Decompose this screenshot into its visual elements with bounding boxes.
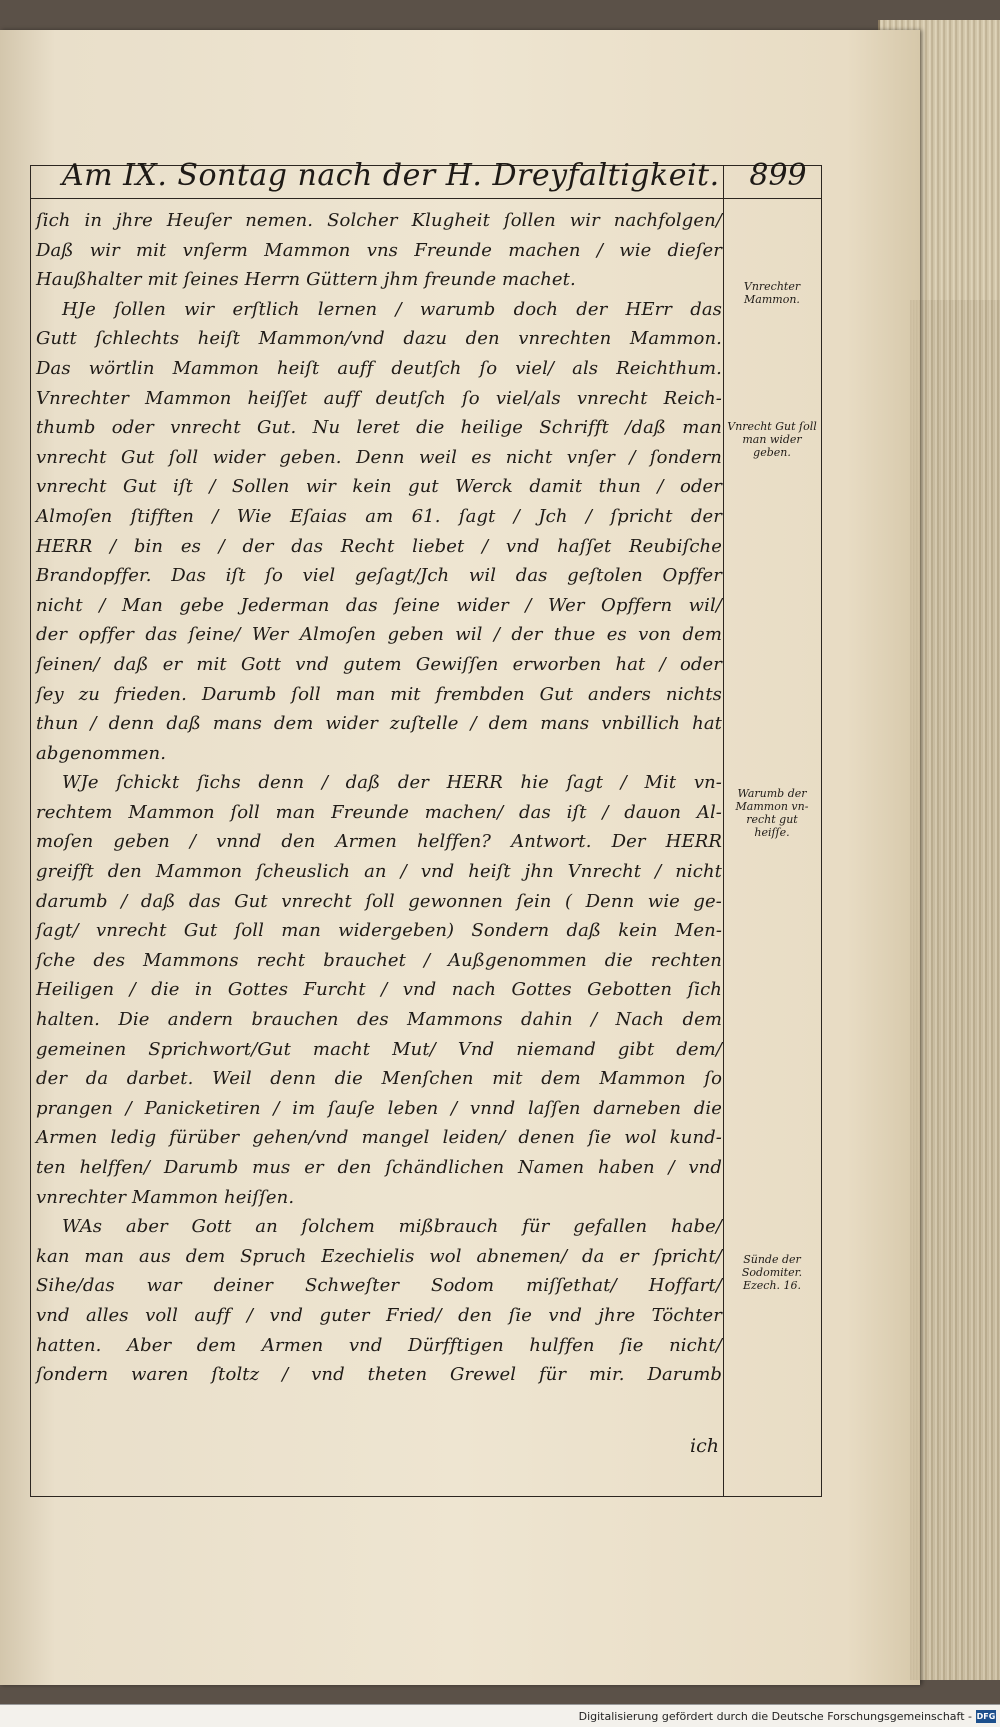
text-line: HERR / bin es / der das Recht liebet / vnd haſſet Reubiſche bbox=[36, 535, 722, 557]
footer-strip bbox=[0, 1704, 1000, 1727]
margin-divider bbox=[723, 166, 724, 1496]
text-line: vnrechter Mammon heiſſen. bbox=[36, 1186, 295, 1208]
text-line: prangen / Panicketiren / im ſauſe leben / vnnd laſſen darneben die bbox=[36, 1097, 722, 1119]
text-line: WAs aber Gott an ſolchem mißbrauch für gefallen habe/ bbox=[62, 1216, 722, 1238]
dfg-logo: DFG bbox=[976, 1712, 996, 1721]
catchword: ich bbox=[690, 1435, 719, 1457]
text-line: Das wörtlin Mammon heiſt auff deutſch ſo viel/ als Reichthum. bbox=[36, 357, 722, 379]
text-line: nicht / Man gebe Jederman das ſeine wider / Wer Opffern wil/ bbox=[36, 594, 722, 616]
text-line: kan man aus dem Spruch Ezechielis wol abnemen/ da er ſpricht/ bbox=[36, 1245, 722, 1267]
page-edge-shadow bbox=[910, 300, 1000, 1680]
text-line: gemeinen Sprichwort/Gut macht Mut/ Vnd niemand gibt dem/ bbox=[36, 1038, 722, 1060]
text-line: vnd alles voll auff / vnd guter Fried/ den ſie vnd jhre Töchter bbox=[36, 1304, 722, 1326]
text-line: ſich in jhre Heuſer nemen. Solcher Klugheit ſollen wir nachfolgen/ bbox=[36, 210, 722, 231]
footer-credit: Digitalisierung gefördert durch die Deutsche Forschungsgemeinschaft - bbox=[578, 1710, 972, 1723]
text-line: ſondern waren ſtoltz / vnd theten Grewel für mir. Darumb bbox=[36, 1364, 722, 1386]
text-line: abgenommen. bbox=[36, 742, 167, 764]
text-line: ſagt/ vnrecht Gut ſoll man widergeben) Sondern daß kein Men- bbox=[36, 920, 722, 942]
header-rule bbox=[30, 198, 822, 199]
text-line: WJe ſchickt ſichs denn / daß der HERR hie ſagt / Mit vn- bbox=[62, 772, 722, 794]
text-line: halten. Die andern brauchen des Mammons dahin / Nach dem bbox=[36, 1009, 722, 1031]
marginal-note: Warumb der Mammon vn- recht gut heiſſe. bbox=[735, 787, 809, 839]
text-line: thumb oder vnrecht Gut. Nu leret die heilige Schrifft /daß man bbox=[36, 417, 722, 439]
text-line: vnrecht Gut ſoll wider geben. Denn weil es nicht vnſer / ſondern bbox=[36, 446, 722, 468]
page-number: 899 bbox=[749, 158, 807, 193]
text-line: Almoſen ſtifften / Wie Eſaias am 61. ſagt / Jch / ſpricht der bbox=[36, 505, 722, 527]
text-line: Brandopffer. Das iſt ſo viel geſagt/Jch wil das geſtolen Opffer bbox=[36, 565, 722, 587]
text-line: Gutt ſchlechts heiſt Mammon/vnd dazu den vnrechten Mammon. bbox=[36, 328, 722, 350]
text-line: Heiligen / die in Gottes Furcht / vnd nach Gottes Gebotten ſich bbox=[36, 979, 722, 1001]
marginal-note: Vnrechter Mammon. bbox=[743, 280, 801, 306]
text-line: ſey zu frieden. Darumb ſoll man mit frembden Gut anders nichts bbox=[36, 683, 722, 705]
text-line: greifft den Mammon ſcheuslich an / vnd heiſt jhn Vnrecht / nicht bbox=[36, 861, 722, 883]
text-line: moſen geben / vnnd den Armen helffen? Antwort. Der HERR bbox=[36, 831, 722, 853]
text-line: darumb / daß das Gut vnrecht ſoll gewonnen ſein ( Denn wie ge- bbox=[36, 890, 722, 912]
marginal-note: Sünde der Sodomiter. Ezech. 16. bbox=[741, 1253, 803, 1292]
text-line: HJe ſollen wir erſtlich lernen / warumb doch der HErr das bbox=[62, 298, 722, 320]
text-line: thun / denn daß mans dem wider zuſtelle / dem mans vnbillich hat bbox=[36, 713, 722, 735]
text-line: der opffer das ſeine/ Wer Almoſen geben wil / der thue es von dem bbox=[36, 624, 722, 646]
text-line: vnrecht Gut iſt / Sollen wir kein gut Werck damit thun / oder bbox=[36, 476, 722, 498]
text-line: Armen ledig fürüber gehen/vnd mangel leiden/ denen ſie wol kund- bbox=[36, 1127, 722, 1149]
text-line: Vnrechter Mammon heiſſet auff deutſch ſo viel/als vnrecht Reich- bbox=[36, 387, 722, 409]
text-line: Haußhalter mit ſeines Herrn Güttern jhm freunde machet. bbox=[36, 269, 576, 291]
text-line: rechtem Mammon ſoll man Freunde machen/ das iſt / dauon Al- bbox=[36, 801, 722, 823]
text-line: Daß wir mit vnſerm Mammon vns Freunde machen / wie dieſer bbox=[36, 239, 722, 261]
text-line: Sihe/das war deiner Schweſter Sodom miſſethat/ Hoffart/ bbox=[36, 1275, 722, 1297]
running-head: Am IX. Sontag nach der H. Dreyfaltigkeit. bbox=[62, 158, 720, 193]
text-line: hatten. Aber dem Armen vnd Dürfftigen hulffen ſie nicht/ bbox=[36, 1334, 722, 1356]
marginal-note: Vnrecht Gut ſoll man wider geben. bbox=[727, 420, 817, 459]
body-text bbox=[36, 206, 722, 1390]
text-line: der da darbet. Weil denn die Menſchen mit dem Mammon ſo bbox=[36, 1068, 722, 1090]
text-line: ſche des Mammons recht brauchet / Außgenommen die rechten bbox=[36, 949, 722, 971]
text-line: ten helffen/ Darumb mus er den ſchändlichen Namen haben / vnd bbox=[36, 1157, 722, 1178]
text-line: ſeinen/ daß er mit Gott vnd gutem Gewiſſen erworben hat / oder bbox=[36, 653, 722, 675]
